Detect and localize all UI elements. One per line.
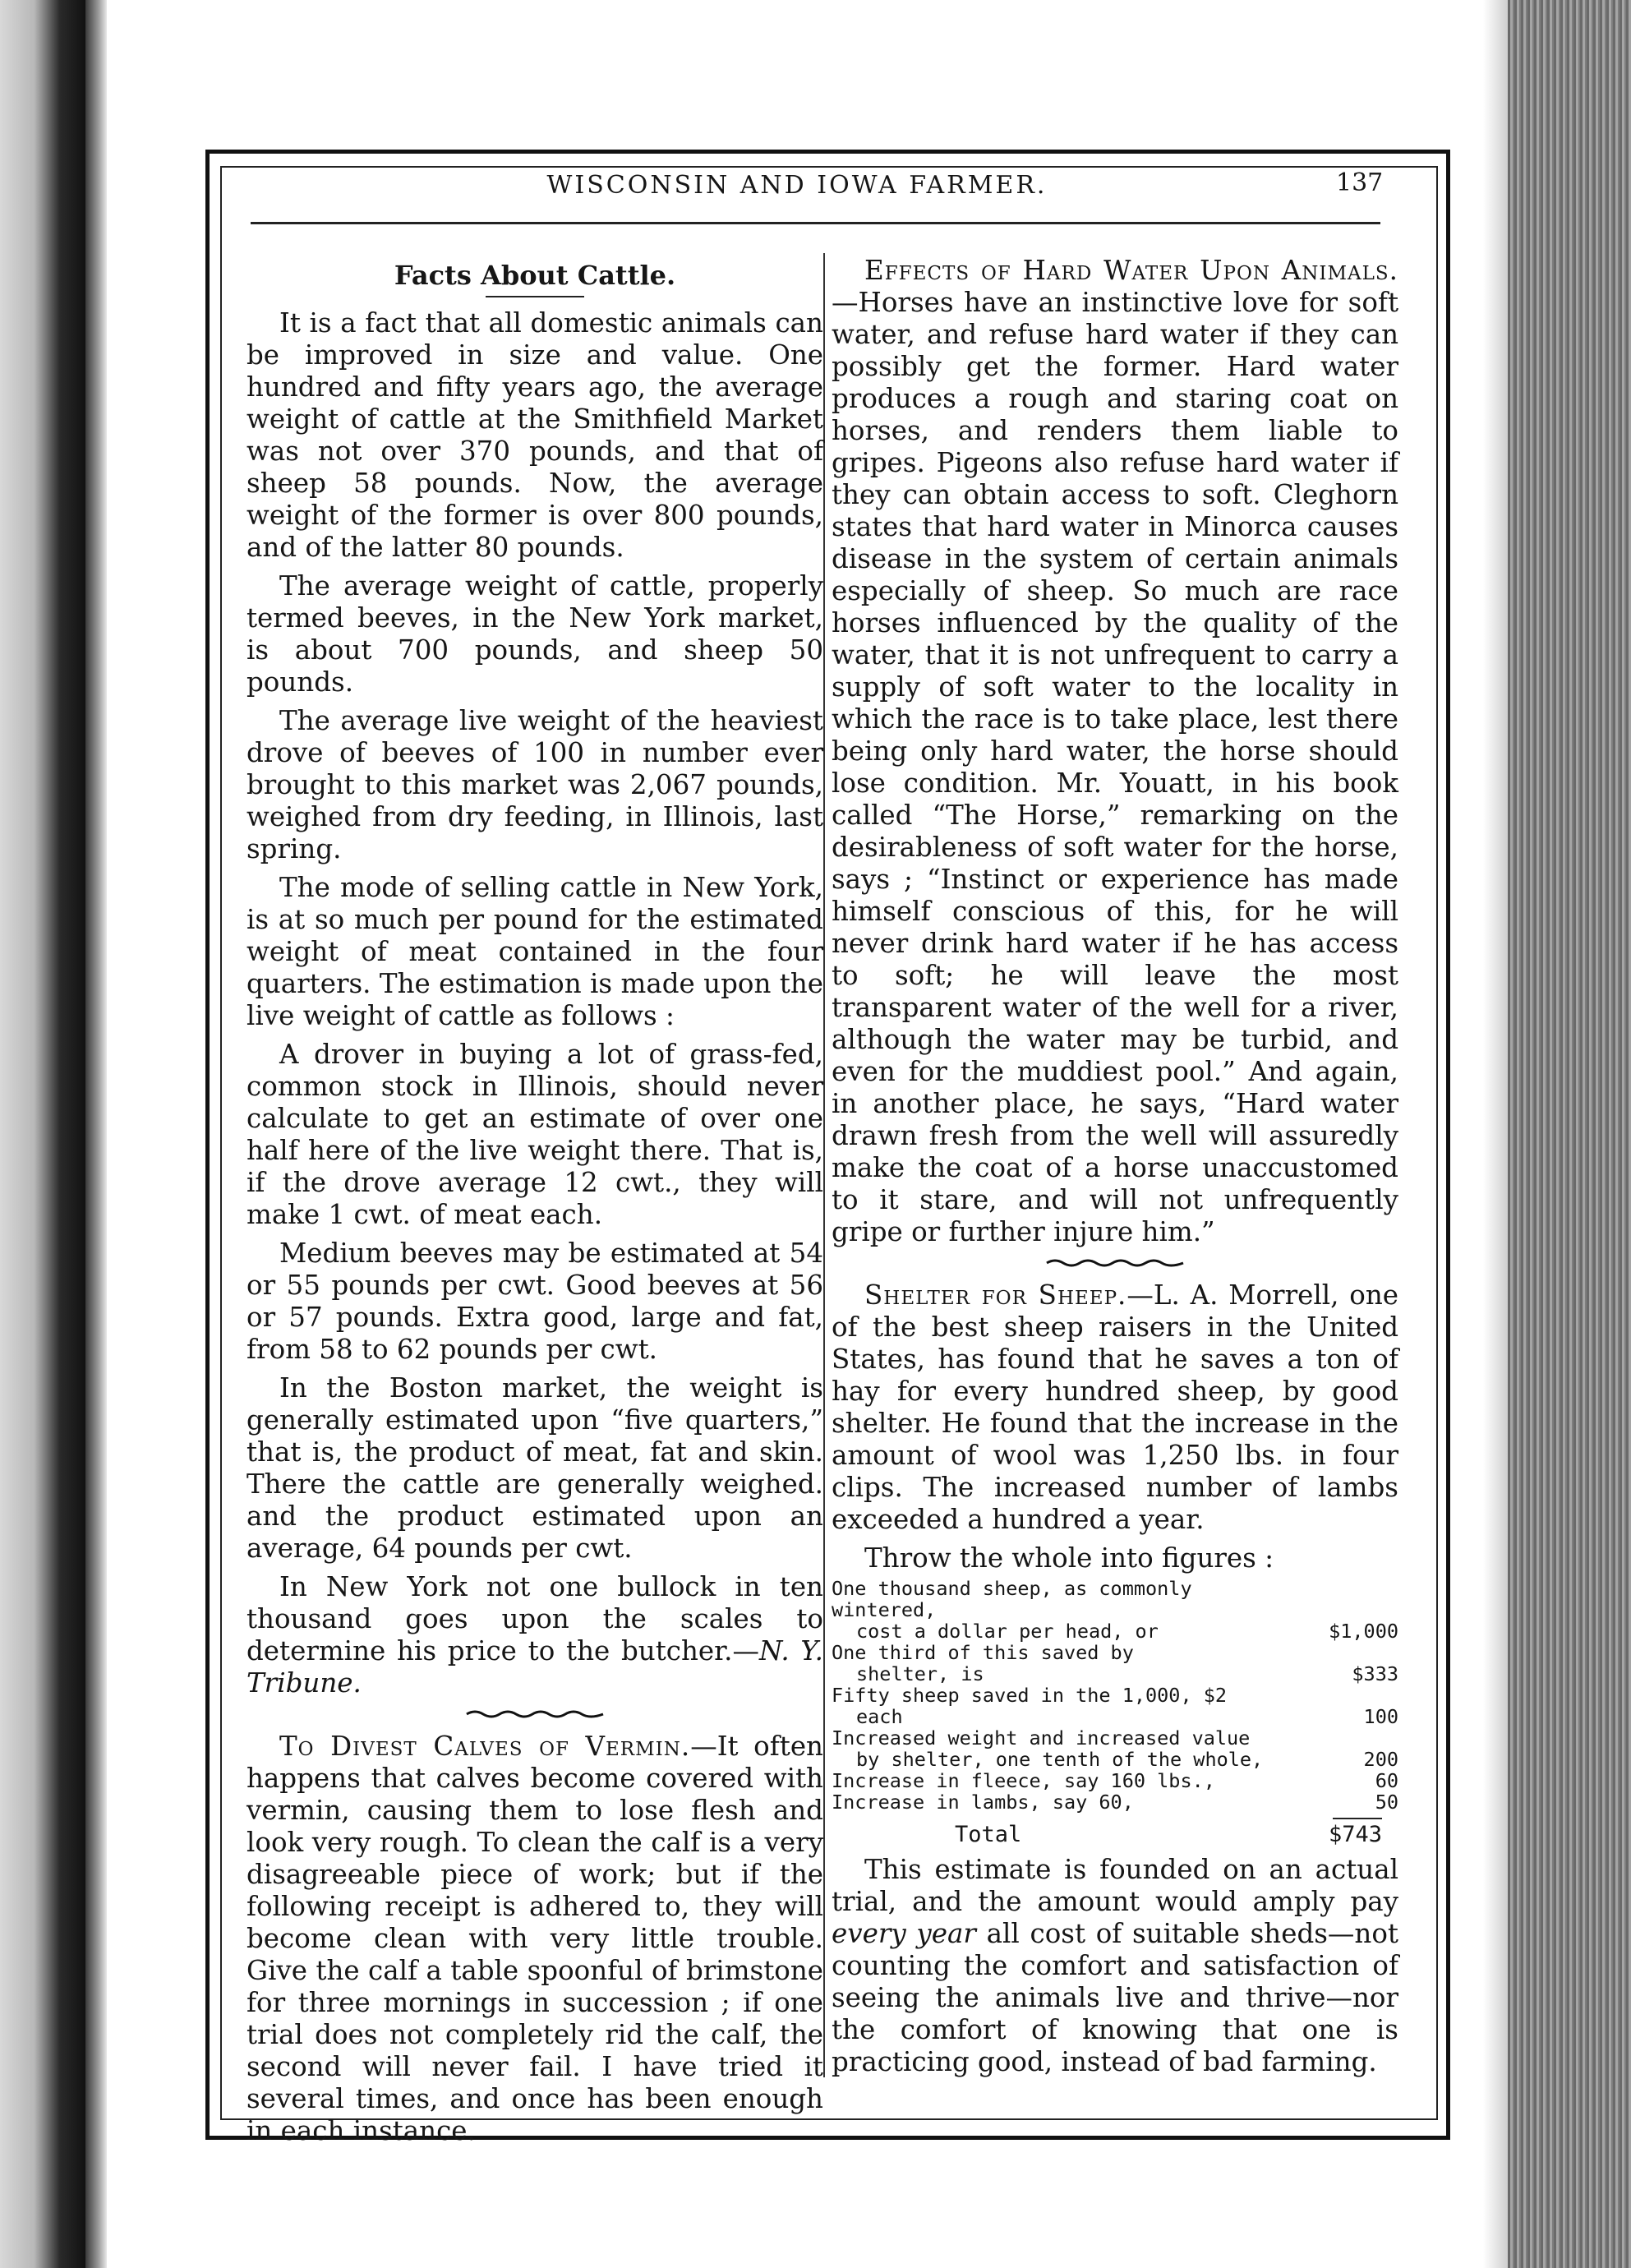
row-amount	[1300, 1642, 1398, 1663]
page-number: 137	[1336, 168, 1384, 197]
table-row	[832, 1578, 1398, 1620]
table-row	[832, 1706, 1398, 1727]
total-amount: $743	[1328, 1822, 1382, 1847]
row-amount: 100	[1363, 1705, 1398, 1728]
running-head: WISCONSIN AND IOWA FARMER.	[546, 171, 1048, 200]
table-row	[832, 1770, 1398, 1791]
row-amount	[1300, 1685, 1398, 1706]
row-amount: 50	[1375, 1791, 1398, 1814]
row-label: Increase in lambs, say 60,	[832, 1791, 1134, 1814]
row-label: shelter, is	[856, 1662, 984, 1685]
table-row	[832, 1727, 1398, 1749]
row-label: each	[856, 1705, 903, 1728]
row-label: One third of this saved by	[832, 1641, 1134, 1664]
section-ornament	[465, 1708, 605, 1721]
table-row	[832, 1642, 1398, 1663]
paragraph: Medium beeves may be estimated at 54 or 55 pounds per cwt. Good beeves at 56 or 57 pounds. Extra good, large and fat, from 58 to 62 pounds per cwt.	[246, 1238, 823, 1365]
paragraph: The average live weight of the heaviest drove of beeves of 100 in number ever brought to this market was 2,067 pounds, weighed from dry feeding, in Illinois, last spring.	[246, 705, 823, 864]
section-heading: Effects of Hard Water Upon Animals.	[864, 255, 1398, 286]
title-rule	[486, 296, 584, 297]
header-rule	[251, 222, 1380, 224]
left-column	[246, 255, 823, 2147]
row-amount	[1300, 1727, 1398, 1749]
page-edge-shade	[1483, 0, 1508, 2268]
figures-table	[832, 1578, 1398, 1846]
paragraph-text: This estimate is founded on an actual trial, and the amount would amply pay	[832, 1854, 1398, 1917]
row-label: Fifty sheep saved in the 1,000, $2	[832, 1684, 1228, 1707]
table-row	[832, 1685, 1398, 1706]
paragraph	[246, 1731, 823, 2147]
table-row	[832, 1791, 1398, 1813]
table-row	[832, 1663, 1398, 1685]
total-rule	[1333, 1818, 1382, 1819]
article-title: Facts About Cattle.	[394, 260, 676, 291]
row-label: cost a dollar per head, or	[856, 1620, 1159, 1643]
column-divider	[823, 253, 825, 2077]
paragraph	[246, 1571, 823, 1699]
table-row	[832, 1620, 1398, 1642]
row-label: Increased weight and increased value	[832, 1726, 1251, 1749]
paragraph: Throw the whole into figures :	[864, 1542, 1274, 1574]
section-heading: Shelter for Sheep.	[864, 1279, 1127, 1311]
row-amount: $1,000	[1329, 1620, 1398, 1643]
section-ornament	[1045, 1256, 1185, 1270]
paragraph-text: —L. A. Morrell, one of the best sheep raisers in the United States, has found that he saves a ton of hay for every hundred sheep, by good shelter. He found that the increase in the amount of wool was 1,250 lbs. in four clips. The increased number of lambs exceeded a hundred a year.	[832, 1279, 1398, 1535]
paragraph	[832, 1279, 1398, 1536]
paragraph: It is a fact that all domestic animals can be improved in size and value. One hundred and fifty years ago, the average weight of cattle at the Smithfield Market was not over 370 pounds, and that of sheep 58 pounds. Now, the average weight of the former is over 800 pounds, and of the latter 80 pounds.	[246, 307, 823, 563]
paragraph	[832, 255, 1398, 1248]
right-column	[832, 255, 1398, 2078]
row-amount: 200	[1363, 1748, 1398, 1771]
paragraph-text: all cost of suitable sheds—not counting the comfort and satisfaction of seeing the animals live and thrive—nor the comfort of knowing that one is practicing good, instead of bad farming.	[832, 1918, 1398, 2077]
source-credit: N. Y. Tribune.	[246, 1635, 823, 1699]
paragraph-text: —It often happens that calves become covered with vermin, causing them to lose flesh and look very rough. To clean the calf is a very disagreeable piece of work; but if the following receipt is adhered to, they will become clean with very little trouble. Give the calf a table spoonful of brimstone for three mornings in succession ; if one trial does not completely rid the calf, the second will never fail. I have tried it several times, and once has been enough in each instance.	[246, 1731, 823, 2146]
paragraph	[832, 1854, 1398, 2078]
emphasis: every year	[832, 1918, 976, 1949]
paragraph: The mode of selling cattle in New York, is at so much per pound for the estimated weight of meat contained in the four quarters. The estimation is made upon the live weight of cattle as follows :	[246, 872, 823, 1031]
paragraph: In the Boston market, the weight is generally estimated upon “five quarters,” that is, the product of meat, fat and skin. There the cattle are generally weighed. and the product estimated upon an average, 64 pounds per cwt.	[246, 1372, 823, 1564]
book-spine-shadow	[0, 0, 85, 2268]
paragraph-text: In New York not one bullock in ten thousand goes upon the scales to determine his price to the butcher.—	[246, 1571, 823, 1666]
row-label: by shelter, one tenth of the whole,	[856, 1748, 1264, 1771]
row-amount	[1300, 1578, 1398, 1620]
table-row	[832, 1749, 1398, 1770]
paragraph-text: —Horses have an instinctive love for soft water, and refuse hard water if they can possibly get the former. Hard water produces a rough and staring coat on horses, and renders them liable to gripes. Pigeons also refuse hard water if they can obtain access to soft. Cleghorn states that hard water in Minorca causes disease in the system of certain animals especially of sheep. So much are race horses influenced by the quality of the water, that it is not unfrequent to carry a supply of soft water to the locality in which the race is to take place, lest there being only hard water, the horse should lose condition. Mr. Youatt, in his book called “The Horse,” remarking on the desirableness of soft water for the horse, says ; “Instinct or experience has made himself conscious of this, for he will never drink hard water if he has access to soft; he will leave the most transparent water of the well for a river, although the water may be turbid, and even for the muddiest pool.” And again, in another place, he says, “Hard water drawn fresh from the well will assuredly make the coat of a horse unaccustomed to it stare, and will not unfrequently gripe or further injure him.”	[832, 287, 1398, 1247]
total-row	[832, 1824, 1398, 1846]
row-label: One thousand sheep, as commonly wintered,	[832, 1577, 1192, 1621]
paragraph: A drover in buying a lot of grass-fed, common stock in Illinois, should never calculate to get an estimate of over one half here of the live weight there. That is, if the drove average 12 cwt., they will make 1 cwt. of meat each.	[246, 1039, 823, 1230]
row-label: Increase in fleece, say 160 lbs.,	[832, 1769, 1215, 1792]
paragraph: The average weight of cattle, properly termed beeves, in the New York market, is about 700 pounds, and sheep 50 pounds.	[246, 570, 823, 698]
total-label: Total	[955, 1822, 1022, 1847]
row-amount: $333	[1352, 1662, 1398, 1685]
book-gutter	[85, 0, 107, 2268]
row-amount: 60	[1375, 1769, 1398, 1792]
stacked-page-edges	[1508, 0, 1631, 2268]
section-heading: To Divest Calves of Vermin.	[279, 1731, 691, 1762]
